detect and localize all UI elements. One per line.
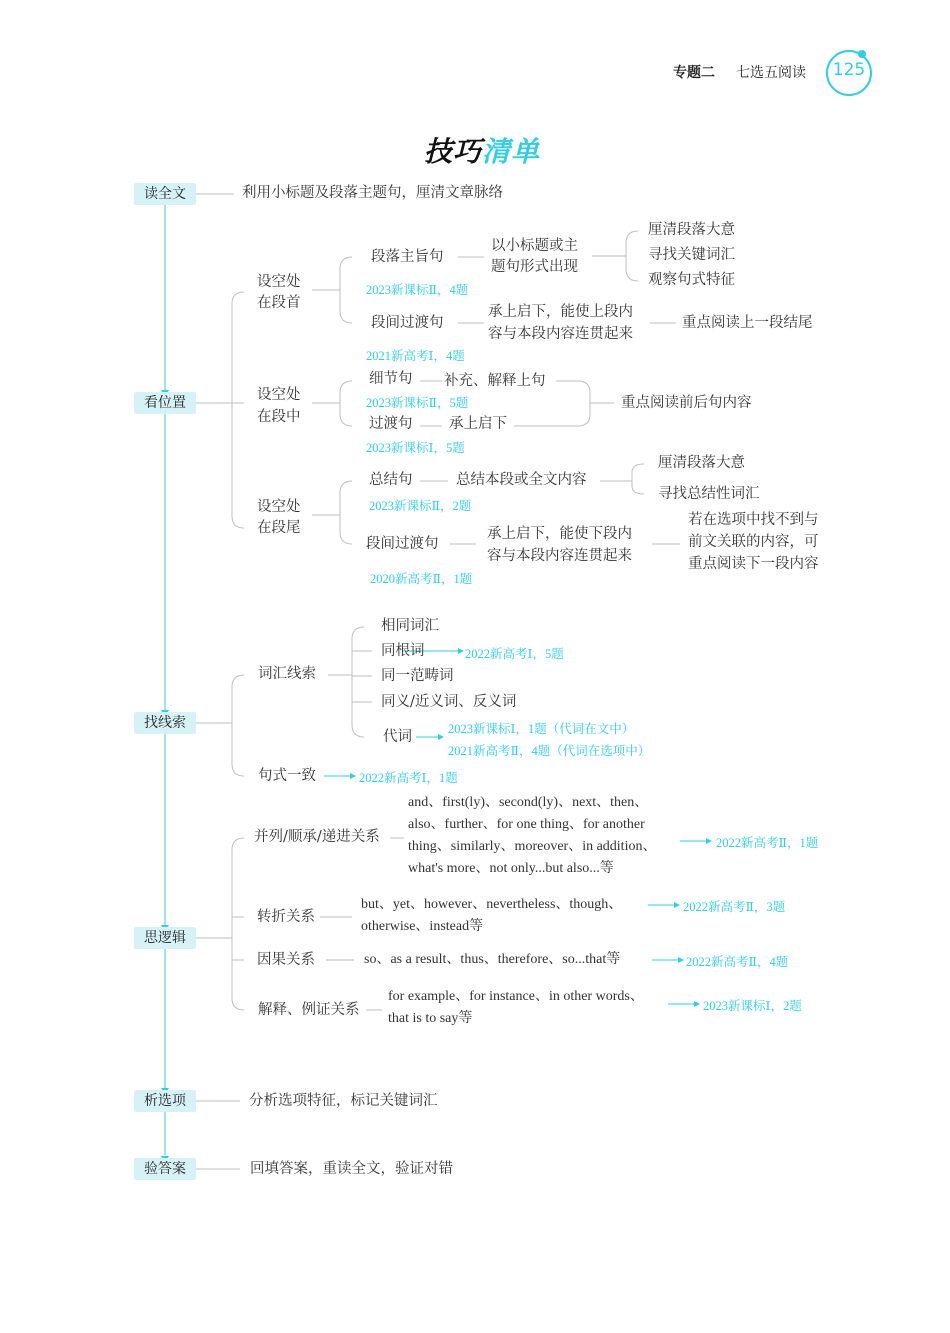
logic-parallel-line-2: also、further、for one thing、for another bbox=[408, 817, 645, 832]
analyze-options-desc: 分析选项特征，标记关键词汇 bbox=[249, 1093, 438, 1109]
clues-cognate-ref: 2022新高考Ⅰ，5题 bbox=[465, 647, 564, 661]
end-transition-ref: 2020新高考Ⅱ，1题 bbox=[370, 572, 473, 586]
read-full-desc: 利用小标题及段落主题句，厘清文章脉络 bbox=[242, 185, 503, 201]
head-label-2: 在段首 bbox=[257, 295, 301, 311]
header-topic: 专题二 bbox=[673, 65, 715, 81]
middle-label-2: 在段中 bbox=[257, 409, 301, 425]
title-part-1: 技巧 bbox=[424, 135, 483, 168]
middle-transition-desc: 承上启下 bbox=[449, 416, 507, 432]
logic-parallel-label: 并列/顺承/递进关系 bbox=[254, 829, 380, 845]
head-transition-desc-2: 容与本段内容连贯起来 bbox=[488, 326, 633, 342]
clues-structure-label: 句式一致 bbox=[258, 768, 316, 784]
middle-transition-ref: 2023新课标Ⅰ，5题 bbox=[366, 441, 465, 455]
head-tip-2: 寻找关键词汇 bbox=[648, 247, 735, 263]
clues-category-word: 同一范畴词 bbox=[381, 668, 454, 684]
logic-contrast-ref: 2022新高考Ⅱ，3题 bbox=[683, 900, 786, 914]
middle-label-1: 设空处 bbox=[257, 387, 301, 403]
title-part-2: 清单 bbox=[482, 135, 541, 168]
end-transition: 段间过渡句 bbox=[366, 536, 439, 552]
logic-parallel-line-1: and、first(ly)、second(ly)、next、then、 bbox=[408, 795, 649, 810]
end-transition-desc-2: 容与本段内容连贯起来 bbox=[487, 548, 632, 564]
logic-cause-line-1: so、as a result、thus、therefore、so...that等 bbox=[364, 952, 621, 967]
head-topic-form-1: 以小标题或主 bbox=[491, 238, 578, 254]
end-label-1: 设空处 bbox=[257, 499, 301, 515]
logic-contrast-label: 转折关系 bbox=[257, 909, 315, 925]
logic-parallel-line-4: what's more、not only...but also...等 bbox=[408, 861, 614, 876]
clues-pronoun-ref-2: 2021新高考Ⅱ，4题（代词在选项中） bbox=[448, 744, 651, 758]
clues-vocab-label: 词汇线索 bbox=[258, 666, 316, 682]
logic-parallel-line-3: thing、similarly、moreover、in addition、 bbox=[408, 839, 657, 854]
head-topic-form-2: 题句形式出现 bbox=[491, 259, 578, 275]
middle-transition: 过渡句 bbox=[369, 416, 413, 432]
middle-detail-ref: 2023新课标Ⅱ，5题 bbox=[366, 396, 469, 410]
category-position: 看位置 bbox=[134, 392, 196, 414]
logic-contrast-line-2: otherwise、instead等 bbox=[361, 919, 484, 934]
middle-detail-desc: 补充、解释上句 bbox=[444, 373, 546, 389]
head-label-1: 设空处 bbox=[257, 274, 301, 290]
logic-contrast-line-1: but、yet、however、nevertheless、though、 bbox=[361, 897, 623, 912]
page-number: 125 bbox=[832, 60, 866, 80]
verify-desc: 回填答案，重读全文，验证对错 bbox=[250, 1161, 453, 1177]
header-section: 七选五阅读 bbox=[736, 65, 806, 81]
clues-synonym: 同义/近义词、反义词 bbox=[381, 694, 517, 710]
logic-example-ref: 2023新课标Ⅰ，2题 bbox=[703, 999, 802, 1013]
category-clues: 找线索 bbox=[134, 712, 196, 734]
head-transition-tip: 重点阅读上一段结尾 bbox=[682, 315, 813, 331]
end-transition-desc-1: 承上启下，能使下段内 bbox=[487, 526, 632, 542]
logic-cause-label: 因果关系 bbox=[257, 952, 315, 968]
clues-pronoun-ref-1: 2023新课标Ⅰ，1题（代词在文中） bbox=[448, 722, 635, 736]
clues-same-word: 相同词汇 bbox=[381, 618, 439, 634]
logic-example-line-2: that is to say等 bbox=[388, 1011, 473, 1026]
end-tip-3: 重点阅读下一段内容 bbox=[688, 556, 819, 572]
end-tip-1: 若在选项中找不到与 bbox=[688, 512, 819, 528]
end-summary-tip-2: 寻找总结性词汇 bbox=[658, 486, 760, 502]
clues-structure-ref: 2022新高考Ⅰ，1题 bbox=[359, 771, 458, 785]
category-logic: 思逻辑 bbox=[134, 927, 196, 949]
logic-parallel-ref: 2022新高考Ⅱ，1题 bbox=[716, 836, 819, 850]
head-topic-sentence: 段落主旨句 bbox=[371, 249, 444, 265]
middle-tip: 重点阅读前后句内容 bbox=[621, 395, 752, 411]
head-transition-desc-1: 承上启下，能使上段内 bbox=[488, 304, 633, 320]
head-transition: 段间过渡句 bbox=[371, 315, 444, 331]
head-topic-ref: 2023新课标Ⅱ，4题 bbox=[366, 283, 469, 297]
category-read-full: 读全文 bbox=[134, 183, 196, 205]
end-tip-2: 前文关联的内容，可 bbox=[688, 534, 819, 550]
logic-cause-ref: 2022新高考Ⅱ，4题 bbox=[686, 955, 789, 969]
page-title bbox=[424, 130, 540, 170]
end-summary: 总结句 bbox=[369, 472, 413, 488]
head-tip-1: 厘清段落大意 bbox=[648, 222, 735, 238]
category-verify: 验答案 bbox=[134, 1158, 196, 1180]
logic-example-label: 解释、例证关系 bbox=[258, 1002, 360, 1018]
end-summary-desc: 总结本段或全文内容 bbox=[456, 472, 587, 488]
page-dot-icon bbox=[858, 50, 866, 58]
category-analyze-options: 析选项 bbox=[134, 1090, 196, 1112]
clues-cognate: 同根词 bbox=[381, 643, 425, 659]
end-label-2: 在段尾 bbox=[257, 520, 301, 536]
head-tip-3: 观察句式特征 bbox=[648, 272, 735, 288]
clues-pronoun: 代词 bbox=[383, 729, 412, 745]
middle-detail: 细节句 bbox=[369, 371, 413, 387]
end-summary-tip-1: 厘清段落大意 bbox=[658, 455, 745, 471]
logic-example-line-1: for example、for instance、in other words、 bbox=[388, 989, 644, 1004]
end-summary-ref: 2023新课标Ⅱ，2题 bbox=[369, 499, 472, 513]
head-transition-ref: 2021新高考Ⅰ，4题 bbox=[366, 349, 465, 363]
